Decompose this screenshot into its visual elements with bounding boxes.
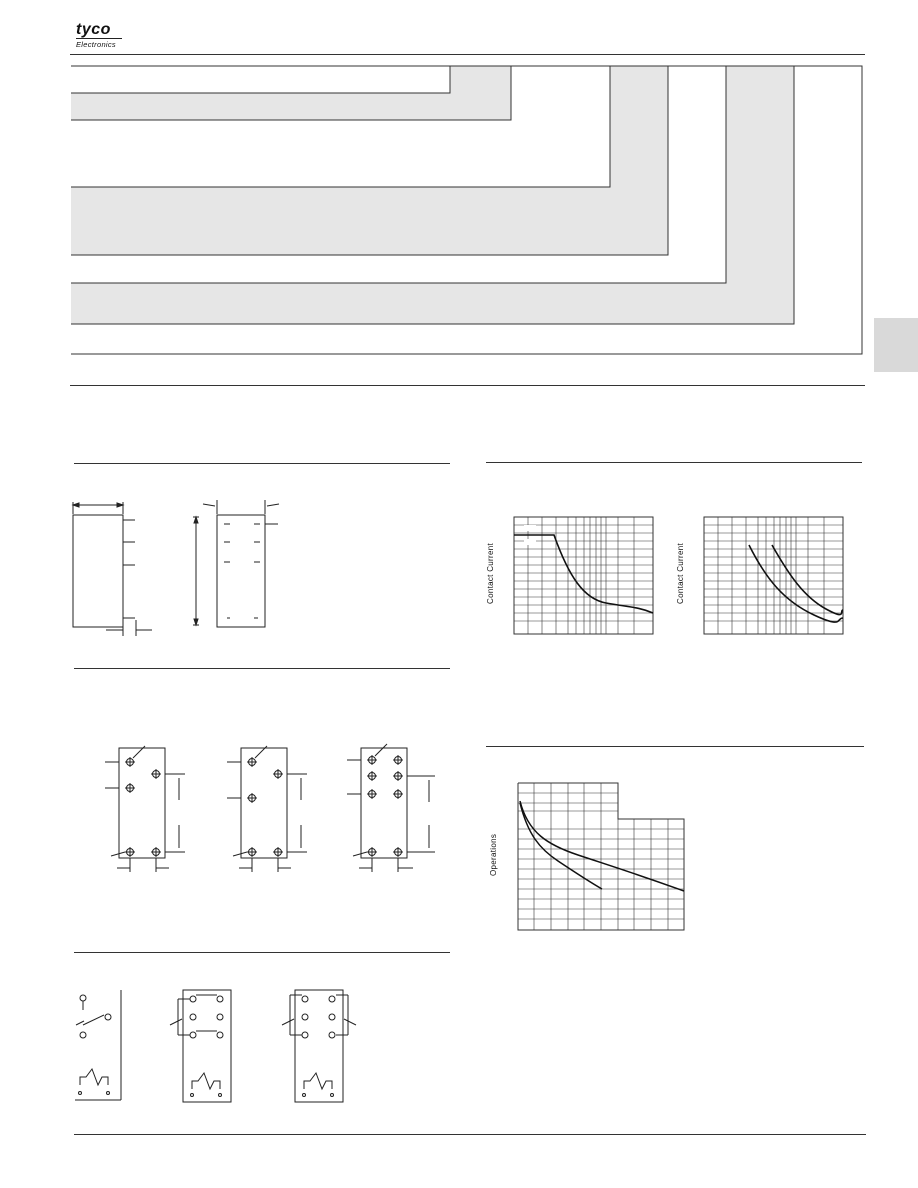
wiring-diagrams <box>70 985 370 1105</box>
graph2-ylabel: Contact Current <box>676 543 685 604</box>
graph3-ylabel: Operations <box>489 833 498 876</box>
graph3-operations <box>518 783 688 933</box>
footer-rule <box>74 1134 866 1135</box>
section-rule-pcb <box>74 668 450 669</box>
section-rule-dimensions <box>74 463 450 464</box>
side-tab-marker <box>874 318 918 372</box>
logo-subtext: Electronics <box>76 38 122 49</box>
stepped-table-panels <box>0 0 918 380</box>
graph2-contact-current <box>704 517 844 635</box>
section-rule-wiring <box>74 952 450 953</box>
pcb-layout-drawings <box>95 740 445 880</box>
section-rule-top <box>70 385 865 386</box>
section-rule-life <box>486 746 864 747</box>
graph1-contact-current <box>514 517 654 635</box>
panel-step-1 <box>70 66 450 93</box>
section-rule-graphs <box>486 462 862 463</box>
graph3-curve-upper <box>520 801 684 891</box>
outline-dimensions-drawing <box>60 490 290 640</box>
logo-text: tyco <box>76 21 111 38</box>
graph2-curve-upper <box>772 545 843 615</box>
graph3-curve-lower <box>520 803 602 889</box>
graph1-ylabel: Contact Current <box>486 543 495 604</box>
graph1-curve <box>514 535 653 613</box>
